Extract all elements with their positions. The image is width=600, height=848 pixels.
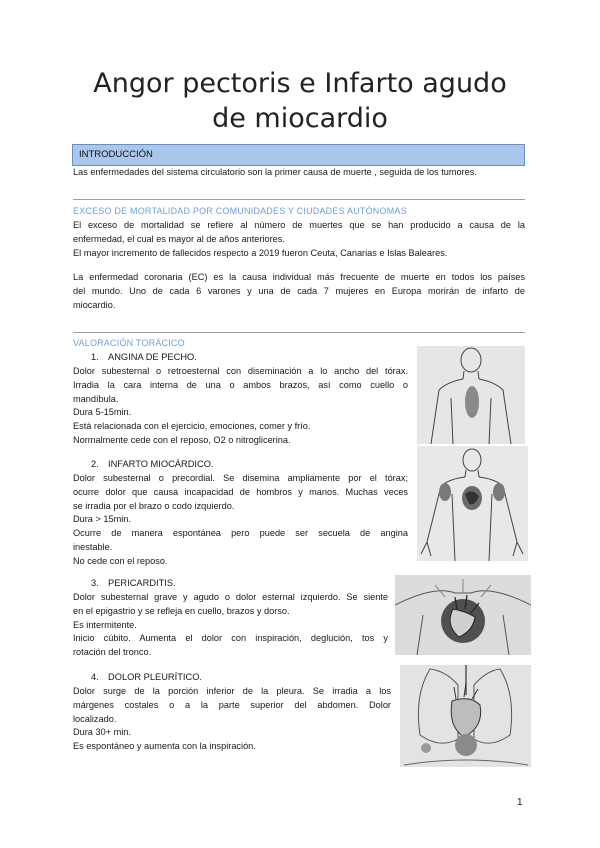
item-heading-pericarditis [91,578,176,588]
text-line: en el epigastrio y se refleja en cuello, brazos y dorso. [73,605,290,616]
item-number: 4. [91,672,99,682]
text-line: Ocurre de manera espontánea pero puede ser secuela de angina [73,528,408,539]
item-number: 1. [91,352,99,362]
intro-heading-box [72,144,525,166]
text-line: La enfermedad coronaria (EC) es la causa individual más frecuente de muerte en todos los países [73,272,525,282]
text-line: se irradia por el brazo o codo izquierdo. [73,500,235,511]
text-line: miocardio. [73,299,116,310]
text-line: Dolor subesternal o precordial. Se disemina ampliamente por el tórax; [73,473,408,483]
pleuritic-illustration [400,665,531,767]
text-line: Dura 30+ min. [73,727,131,738]
text-line: ocurre dolor que causa incapacidad de hombros y manos. Muchas veces [73,486,408,497]
text-line: No cede con el reposo. [73,555,168,566]
divider-1 [73,199,525,200]
item-title: INFARTO MIOCÁRDICO. [108,459,214,469]
text-line: Normalmente cede con el reposo, O2 o nitroglicerina. [73,434,291,445]
text-line: enfermedad, el cual es mayor al de años anteriores. [73,233,285,244]
item-title: DOLOR PLEURÍTICO. [108,672,203,682]
item-body-pleuritic [73,685,391,754]
item-number: 2. [91,459,99,469]
intro-text: Las enfermedades del sistema circulatorio son la primer causa de muerte , seguida de los tumores. [73,167,477,177]
item-title: PERICARDITIS. [108,578,176,588]
text-line: Dolor subesternal grave y agudo o dolor esternal izquierdo. Se siente [73,592,388,602]
text-line: márgenes costales o a la parte superior del abdomen. Dolor [73,699,391,710]
text-line: Dura 5-15min. [73,407,132,418]
title-line-1: Angor pectoris e Infarto agudo [93,68,507,99]
text-line: localizado. [73,713,117,724]
mortality-paragraph-1 [73,219,525,260]
angina-illustration [417,346,525,444]
item-title: ANGINA DE PECHO. [108,352,197,362]
text-line: Dolor subesternal o retroesternal con diseminación a lo ancho del tórax. [73,366,408,376]
text-line: inestable. [73,541,113,552]
section-heading-thoracic: VALORACIÓN TORÁCICO [73,338,185,348]
item-number: 3. [91,578,99,588]
item-heading-angina [91,352,197,362]
title-line-2: de miocardio [212,103,388,134]
section-heading-mortality: EXCESO DE MORTALIDAD POR COMUNIDADES Y CIUDADES AUTÓNOMAS [73,206,407,216]
text-line: Irradia la cara interna de una o ambos brazos, así como cuello o [73,379,408,390]
item-body-infarct [73,472,408,569]
infarct-illustration [417,446,528,561]
text-line: Dura > 15min. [73,514,131,525]
text-line: del mundo. Uno de cada 6 varones y una de cada 7 mujeres en Europa morirán de infarto de [73,285,525,296]
text-line: El exceso de mortalidad se refiere al número de muertes que se han producido a causa de la [73,220,525,230]
item-heading-infarct [91,459,214,469]
page-title [40,66,560,136]
divider-2 [73,332,525,333]
text-line: Es intermitente. [73,619,137,630]
item-body-pericarditis [73,591,388,660]
intro-heading: INTRODUCCIÓN [79,149,153,160]
text-line: Está relacionada con el ejercicio, emociones, comer y frío. [73,421,311,432]
text-line: mandíbula. [73,393,119,404]
text-line: Dolor surge de la porción inferior de la pleura. Se irradia a los [73,686,391,696]
text-line: El mayor incremento de fallecidos respecto a 2019 fueron Ceuta, Canarias e Islas Baleares. [73,247,448,258]
item-heading-pleuritic [91,672,202,682]
text-line: Inicio cúbito. Aumenta el dolor con inspiración, deglución, tos y [73,633,388,644]
text-line: rotación del tronco. [73,647,152,658]
mortality-paragraph-2 [73,271,525,312]
text-line: Es espontáneo y aumenta con la inspiración. [73,741,256,752]
pericarditis-illustration [395,575,531,655]
item-body-angina [73,365,408,448]
page-number: 1 [517,797,523,808]
